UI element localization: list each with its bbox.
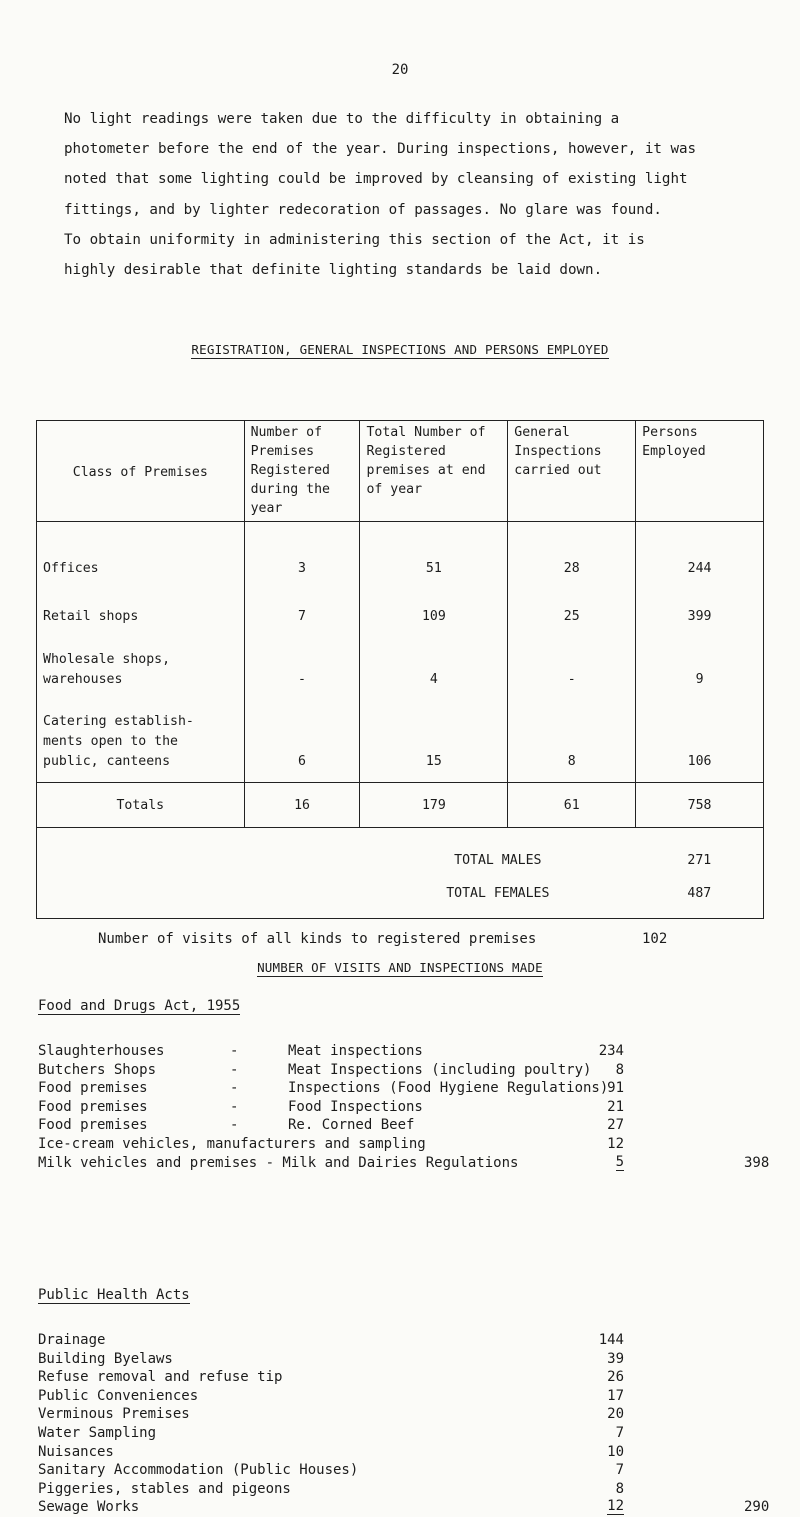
list-item — [38, 1480, 798, 1499]
total-females-label: TOTAL FEMALES — [360, 870, 636, 919]
list-item — [38, 1443, 798, 1462]
inspection-desc: Sewage Works — [38, 1499, 140, 1516]
total-males-value: 271 — [636, 828, 764, 871]
inspection-desc: Piggeries, stables and pigeons — [38, 1480, 291, 1497]
inspection-desc: Meat inspections — [288, 1043, 423, 1059]
inspection-desc: Inspections (Food Hygiene Regulations) — [288, 1080, 609, 1097]
inspection-desc: Nuisances — [38, 1443, 114, 1460]
lighting-paragraph — [64, 104, 774, 285]
header-class: Class of Premises — [37, 421, 245, 522]
list-item — [38, 1387, 798, 1406]
food-section-title: Food and Drugs Act, 1955 — [38, 998, 241, 1014]
inspection-count: 91 — [607, 1080, 624, 1097]
table-row — [37, 626, 764, 692]
inspection-count: 7 — [615, 1424, 624, 1441]
inspection-count: 234 — [598, 1043, 624, 1059]
totals-total: 179 — [360, 783, 508, 828]
paragraph-line: highly desirable that definite lighting standards be laid down. — [64, 262, 603, 279]
premises-type: Ice-cream vehicles, manufacturers and sampling — [38, 1135, 426, 1152]
visits-value: 102 — [642, 931, 668, 947]
paragraph-line: noted that some lighting could be improved by cleansing of existing light — [64, 171, 688, 188]
cell-inspections: 25 — [508, 578, 636, 626]
cell-total: 109 — [360, 578, 508, 626]
inspection-count: 12 — [607, 1135, 624, 1152]
summary-spacer — [37, 870, 360, 919]
separator-dash: - — [230, 1043, 239, 1059]
paragraph-line: To obtain uniformity in administering this section of the Act, it is — [64, 231, 645, 248]
list-item — [38, 1079, 798, 1098]
inspection-count: 20 — [607, 1406, 624, 1423]
inspection-desc: Refuse removal and refuse tip — [38, 1369, 283, 1386]
cell-employed: 9 — [636, 626, 764, 692]
inspection-desc: Building Byelaws — [38, 1350, 173, 1367]
list-item — [38, 1368, 798, 1387]
cell-registered: 3 — [244, 522, 360, 579]
cell-employed: 244 — [636, 522, 764, 579]
list-item — [38, 1424, 798, 1443]
total-males-row — [37, 828, 764, 871]
total-males-label: TOTAL MALES — [454, 853, 542, 868]
paragraph-line: fittings, and by lighter redecoration of passages. No glare was found. — [64, 201, 662, 218]
inspection-desc: Drainage — [38, 1332, 106, 1348]
inspection-count: 26 — [607, 1369, 624, 1386]
cell-inspections: 28 — [508, 522, 636, 579]
paragraph-line: photometer before the end of the year. During inspections, however, it was — [64, 141, 697, 158]
row-label: Retail shops — [37, 578, 245, 626]
list-item — [38, 1405, 798, 1424]
public-health-list — [38, 1331, 798, 1517]
header-registered: Number of Premises Registered during the year — [244, 421, 360, 522]
inspection-count: 39 — [607, 1350, 624, 1367]
separator-dash: - — [230, 1061, 239, 1078]
table-row — [37, 692, 764, 783]
premises-type: Slaughterhouses — [38, 1043, 165, 1059]
cell-employed: 399 — [636, 578, 764, 626]
total-females-row — [37, 870, 764, 919]
list-item — [38, 1042, 798, 1061]
header-employed: Persons Employed — [636, 421, 764, 522]
list-item — [38, 1350, 798, 1369]
cell-registered: - — [244, 626, 360, 692]
registration-heading: REGISTRATION, GENERAL INSPECTIONS AND PERSONS EMPLOYED — [191, 342, 609, 357]
row-label: Offices — [37, 522, 245, 579]
header-inspections: General Inspections carried out — [508, 421, 636, 522]
list-item — [38, 1135, 798, 1154]
page-number: 20 — [391, 62, 409, 78]
inspection-desc: Public Conveniences — [38, 1387, 199, 1404]
cell-registered: 6 — [244, 692, 360, 783]
inspection-count: 21 — [607, 1098, 624, 1115]
inspection-count: 8 — [615, 1480, 624, 1497]
visits-heading: NUMBER OF VISITS AND INSPECTIONS MADE — [257, 960, 543, 975]
cell-total: 4 — [360, 626, 508, 692]
separator-dash: - — [230, 1080, 239, 1097]
list-item — [38, 1116, 798, 1135]
inspection-count: 7 — [615, 1462, 624, 1479]
inspection-desc: Sanitary Accommodation (Public Houses) — [38, 1462, 359, 1479]
inspection-count: 8 — [615, 1061, 624, 1078]
row-label: Wholesale shops, warehouses — [37, 626, 245, 692]
public-health-total: 290 — [744, 1499, 770, 1516]
cell-inspections: - — [508, 626, 636, 692]
inspection-desc: Food Inspections — [288, 1098, 423, 1115]
inspection-desc: Re. Corned Beef — [288, 1117, 415, 1134]
row-label: Catering establish- ments open to the public, canteens — [37, 692, 245, 783]
visits-label: Number of visits of all kinds to registered premises — [98, 931, 537, 947]
separator-dash: - — [230, 1098, 239, 1115]
inspection-count: 10 — [607, 1443, 624, 1460]
totals-label: Totals — [37, 783, 245, 828]
list-item — [38, 1061, 798, 1080]
header-total: Total Number of Registered premises at end of year — [360, 421, 508, 522]
cell-inspections: 8 — [508, 692, 636, 783]
paragraph-line: No light readings were taken due to the difficulty in obtaining a — [64, 111, 620, 127]
inspection-count: 144 — [598, 1332, 624, 1348]
totals-inspections: 61 — [508, 783, 636, 828]
list-item — [38, 1154, 798, 1173]
premises-type: Food premises — [38, 1098, 148, 1115]
total-females-value: 487 — [636, 870, 764, 919]
inspection-count: 27 — [607, 1117, 624, 1134]
cell-total: 51 — [360, 522, 508, 579]
inspection-desc: Verminous Premises — [38, 1406, 190, 1423]
table-header-row — [37, 421, 764, 522]
separator-dash: - — [230, 1117, 239, 1134]
premises-type: Milk vehicles and premises - Milk and Dairies Regulations — [38, 1154, 519, 1171]
premises-type: Food premises — [38, 1080, 148, 1097]
table-row — [37, 578, 764, 626]
food-section-total: 398 — [744, 1154, 770, 1171]
inspection-desc: Water Sampling — [38, 1424, 157, 1441]
premises-type: Butchers Shops — [38, 1061, 157, 1078]
totals-employed: 758 — [636, 783, 764, 828]
inspection-desc: Meat Inspections (including poultry) — [288, 1061, 592, 1078]
totals-registered: 16 — [244, 783, 360, 828]
public-health-section-title: Public Health Acts — [38, 1287, 190, 1303]
premises-type: Food premises — [38, 1117, 148, 1134]
list-item — [38, 1098, 798, 1117]
cell-total: 15 — [360, 692, 508, 783]
list-item — [38, 1498, 798, 1517]
table-row — [37, 522, 764, 579]
totals-row — [37, 783, 764, 828]
list-item — [38, 1461, 798, 1480]
registration-table — [36, 420, 764, 919]
cell-employed: 106 — [636, 692, 764, 783]
inspection-count: 12 — [607, 1498, 624, 1515]
inspection-count: 5 — [615, 1153, 624, 1170]
summary-spacer — [37, 828, 360, 871]
food-inspections-list — [38, 1042, 798, 1172]
list-item — [38, 1331, 798, 1350]
inspection-count: 17 — [607, 1387, 624, 1404]
cell-registered: 7 — [244, 578, 360, 626]
visits-line — [98, 931, 738, 947]
